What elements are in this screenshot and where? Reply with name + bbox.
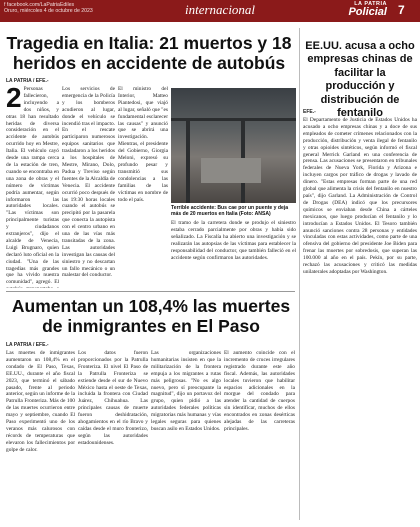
article1-column1 — [6, 86, 59, 288]
article2-column1 — [6, 350, 75, 522]
headline-el-paso: Aumentan un 108,4% las muertes de inmigrantes en El Paso — [11, 296, 291, 336]
photo-bus-wreck — [201, 158, 261, 183]
article2-col1-text: Las muertes de inmigrantes aumentaron un 108,4% en el condado de El Paso, Texas, EE.UU., durante el año fiscal 2023, que terminó el sábado pasado, frente al periodo anterior, según un informe de la Patrulla Fronteriza. Más de 100 de las muertes ocurrieron entre mayo y septiembre, cuando El Paso experimentó uno de los veranos más calurosos con récords de temperaturas que elevaron los fallecimientos por golpe de calor. — [6, 350, 75, 453]
article2-column4 — [224, 350, 295, 522]
article1-column3b — [171, 220, 296, 288]
accident-photo — [171, 88, 296, 203]
article1-col3b-text: El tramo de la carretera donde se produjo el siniestro estaba cerrado parcialmente por obras y había sido señalizado. La Fiscalía ha abierto una investigación y se realizarán las autopsias de las víctimas para establecer la responsabilidad del conductor, que también falleció en el accidente según confirmaron las autoridades. — [171, 220, 296, 261]
section-title: internacional — [185, 2, 256, 17]
article2-col2-text: Los datos fueron proporcionados por la Patrulla Fronteriza. El nivel El Paso de la Patrulla Fronteriza se extiende desde el sur de Nuevo México hasta el oeste de Texas, incluida la frontera con Ciudad Juárez, Chihuahua. Las principales causas de muerte fueron deshidratación, ahogamientos en el río Bravo y caídas desde el muro fronterizo, según las autoridades estadounidenses. — [78, 350, 148, 446]
headline-fentanyl: EE.UU. acusa a ocho empresas chinas de facilitar la producción y distribución de fentanilo — [305, 40, 415, 120]
article-divider — [6, 291, 295, 292]
article1-column2 — [62, 86, 115, 288]
header-meta — [4, 2, 144, 14]
photo-caption: Terrible accidente: Bus cae por un puente y deja más de 20 muertos en Italia (Foto: ANSA) — [171, 205, 289, 217]
photo-pillar — [186, 121, 190, 203]
article3-col1-text: El Departamento de Justicia de Estados Unidos ha acusado a ocho empresas chinas y a doce de sus empleados de cometer crímenes relacionados con la producción, distribución y venta ilegal de fentanilo y otras opioides sintéticos, según informó el fiscal general Merrick Garland en una conferencia de prensa. Las acusaciones se presentaron en tribunales federales de Nueva York, Florida y Arizona e incluyen cargos por tráfico de drogas y lavado de dinero. "Estas empresas forman parte de una red global que alimenta la crisis del fentanilo en nuestro país", dijo Garland. La Administración de Control de Drogas (DEA) indicó que los precursores químicos se enviaban desde China a cárteles mexicanos, que luego producían el fentanilo y lo introducían a Estados Unidos. El Tesoro también anunció sanciones contra 28 personas y entidades vinculadas con estas actividades, como parte de una ofensiva del gobierno del presidente Joe Biden para frenar las muertes por sobredosis, que superan las 100.000 al año en el país. Pekín, por su parte, rechazó las acusaciones y criticó las medidas unilaterales adoptadas por Washington. — [303, 117, 417, 275]
edition-date: Oruro, miércoles 4 de octubre de 2023 — [4, 8, 93, 15]
article1-col1-text: Personas fallecieron, incluyendo a dos niños, y otras 18 han resultado heridas de diversa consideración en el accidente de autobús ocurrido hoy en Mestre, Italia. El vehículo cayó desde una rampa cerca de la estación de tren, cuando se encontraba en una zona de obras y el número de víctimas podría aumentar, según informaron las autoridades locales. "Las víctimas son principalmente turistas y ciudadanos extranjeros", dijo el alcalde de Venecia, Luigi Brugnaro, quien declaró luto oficial en la ciudad. "Una de las tragedias más grandes que ha vivido nuestra comunidad", agregó. El — [6, 86, 59, 286]
brand-top: LA PATRIA — [354, 1, 387, 7]
article1-col3-text: El ministro del Interior, Matteo Piantedosi, que viajó al lugar, señaló que "es fundamental esclarecer las causas" y anunció que se abrirá una investigación. Mientras, el presidente del Gobierno, Giorgia Meloni, expresó su profundo pesar y transmitió sus condolencias a las familias de las víctimas en nombre de todo el país. — [118, 86, 168, 203]
headline-italy-accident: Tragedia en Italia: 21 muertos y 18 heridos en accidente de autobús — [6, 33, 292, 73]
byline-article3: EFE.- — [303, 109, 316, 115]
article2-column2 — [78, 350, 148, 522]
brand-logo — [325, 1, 387, 18]
page-header — [0, 0, 420, 22]
article2-col4-text: El aumento coincide con el incremento de cruces irregulares registrado durante este año fiscal. Además, las autoridades locales tuvieron que habilitar espacios adicionales en la morgue del condado para atender la cantidad de cuerpos sin identificar, muchos de ellos encontrados en zonas desérticas alejadas de las carreteras principales. — [224, 350, 295, 432]
article2-column3 — [151, 350, 221, 522]
brand-bottom: Policial — [348, 6, 387, 18]
article1-column3 — [118, 86, 168, 288]
article2-col3-text: Las organizaciones humanitarias insisten en que la militarización de la frontera empuja a los migrantes a rutas más peligrosas. "No es algo nuevo, pero sí preocupante la magnitud", dijo un portavoz del grupo, quien pidió a las autoridades federales políticas migratorias más humanas y vías legales seguras para quienes buscan asilo en Estados Unidos. — [151, 350, 221, 432]
facebook-link[interactable]: f facebook.com/LaPatriaEdiles — [4, 2, 75, 8]
byline-article2: LA PATRIA / EFE.- — [6, 342, 49, 348]
article3-column — [303, 117, 417, 522]
page-number: 7 — [398, 3, 405, 17]
byline-article1: LA PATRIA / EFE.- — [6, 78, 49, 84]
column-divider — [299, 28, 300, 520]
article1-col2-text: Los servicios de emergencia de la Policía y los bomberos acudieron al lugar, donde el vehículo se incendió tras el impacto. En el rescate participaron numerosos equipos sanitarios que trasladaron a los heridos a los hospitales de Mestre, Mirano, Dolo, Padua y Treviso según fuentes de la Alcaldía de Venecia. El accidente ocurrió poco después de las 19:30 horas locales cuando el autobús se precipitó por la pasarela que conecta la autopista con el centro urbano en una de las vías más transitadas de la zona. Las autoridades investigan las causas del siniestro y no descartan un fallo mecánico o un malestar del conductor. — [62, 86, 115, 279]
dropcap: 2 — [6, 86, 22, 113]
